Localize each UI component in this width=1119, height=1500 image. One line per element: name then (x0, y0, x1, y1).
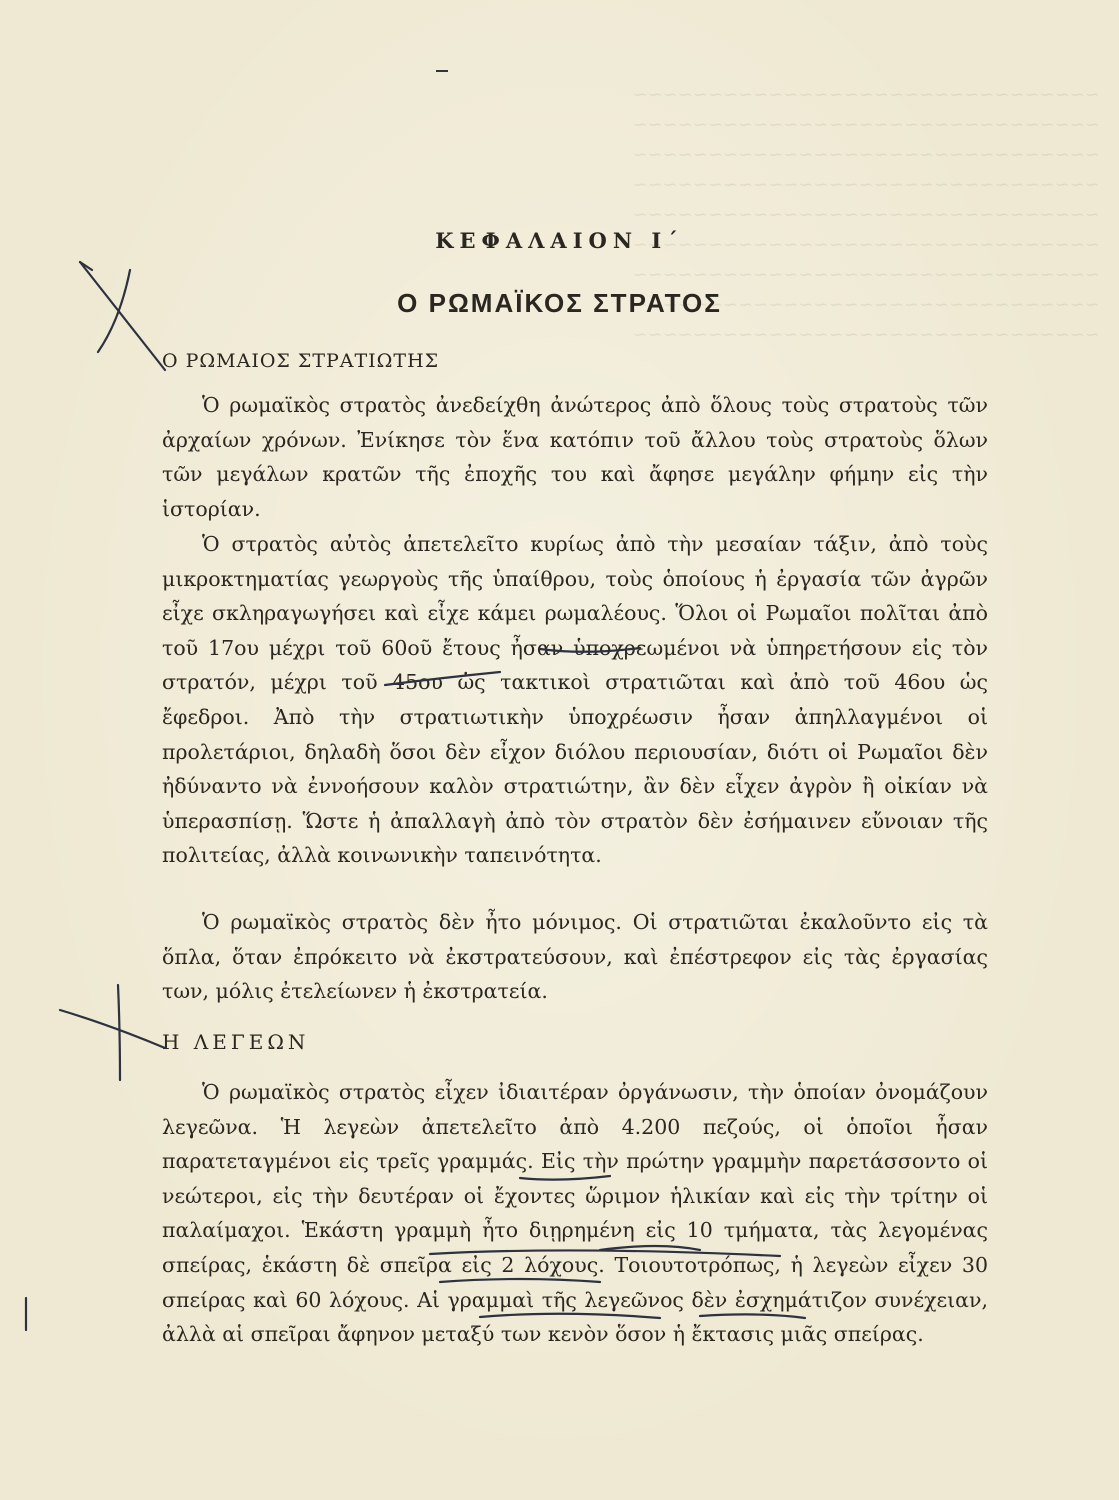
cross-mark-stroke (60, 1010, 165, 1048)
x-mark-stroke (80, 262, 92, 270)
paragraph: Ὁ στρατὸς αὐτὸς ἀπετελεῖτο κυρίως ἀπὸ τὴν μεσαίαν τάξιν, ἀπὸ τοὺς μικροκτηματίας γεωργοὺς τῆς ὑπαίθρου, τοὺς ὁποίους ἡ ἐργασία τῶν ἀγρῶν εἶχε σκληραγωγήσει καὶ εἶχε κάμει ρωμαλέους. Ὅλοι οἱ Ρωμαῖοι πολῖται ἀπὸ τοῦ 17ου μέχρι τοῦ 60οῦ ἔτους ἦσαν ὑποχρεωμένοι νὰ ὑπηρετήσουν εἰς τὸν στρατόν, μέχρι τοῦ 45ου ὡς τακτικοὶ στρατιῶται καὶ ἀπὸ τοῦ 46ου ὡς ἔφεδροι. Ἀπὸ τὴν στρατιωτικὴν ὑποχρέωσιν ἦσαν ἀπηλλαγμένοι οἱ προλετάριοι, δηλαδὴ ὅσοι δὲν εἶχον διόλου περιουσίαν, διότι οἱ Ρωμαῖοι δὲν ἠδύναντο νὰ ἐννοήσουν καλὸν στρατιώτην, ἂν δὲν εἶχεν ἀγρὸν ἢ οἰκίαν νὰ ὑπερασπίσῃ. Ὥστε ἡ ἀπαλλαγὴ ἀπὸ τὸν στρατὸν δὲν ἐσήμαινεν εὔνοιαν τῆς πολιτείας, ἀλλὰ κοινωνικὴν ταπεινότητα. (162, 532, 988, 868)
top-pen-mark (436, 70, 448, 72)
cross-mark-stroke (118, 985, 120, 1080)
paragraph: Ὁ ρωμαϊκὸς στρατὸς εἶχεν ἰδιαιτέραν ὀργάνωσιν, τὴν ὁποίαν ὀνομάζουν λεγεῶνα. Ἡ λεγεὼν ἀπετελεῖτο ἀπὸ 4.200 πεζούς, οἱ ὁποῖοι ἦσαν παρατεταγμένοι εἰς τρεῖς γραμμάς. Εἰς τὴν πρώτην γραμμὴν παρετάσσοντο οἱ νεώτεροι, εἰς τὴν δευτέραν οἱ ἔχοντες ὥριμον ἡλικίαν καὶ εἰς τὴν τρίτην οἱ παλαίμαχοι. Ἑκάστη γραμμὴ ἦτο διῃρημένη εἰς 10 τμήματα, τὰς λεγομένας σπείρας, ἑκάστη δὲ σπεῖρα εἰς 2 λόχους. Τοιουτοτρόπως, ἡ λεγεὼν εἶχεν 30 σπείρας καὶ 60 λόχους. Αἱ γραμμαὶ τῆς λεγεῶνος δὲν ἐσχημάτιζον συνέχειαν, ἀλλὰ αἱ σπεῖραι ἄφηνον μεταξύ των κενὸν ὅσον ἡ ἔκτασις μιᾶς σπείρας. (162, 1080, 988, 1347)
chapter-title: Ο ΡΩΜΑΪΚΟΣ ΣΤΡΑΤΟΣ (397, 288, 722, 318)
section-heading-legion: Η ΛΕΓΕΩΝ (162, 1030, 310, 1054)
show-through-text: ~~~~~~~~~~~~~~~~~~~~~~~~~~~~~~~ ~~~~~~~~~~~~~~~~~~~~~~~~~~~~~~~ ~~~~~~~~~~~~~~~~~~~~~~~~~~~~~~~ ~~~~~~~~~~~~~~~~~~~~~~~~~~~~~~~ ~~~~~~~~~~~~~~~~~~~~~~~~~~~~~~~ ~~~~~~~~~~~~~~~~~~~~~~~~~~~~~~~ ~~~~~~~~~~~~~~~~~~~~~~~~~~~~~~~ ~~~~~~~~~~~~~~~~~~~~~~~~~~~~~~~ ~~~~~~~~~~~~~~~~~~~~~~~~~~~~~~~ (632, 84, 1100, 345)
paragraph: Ὁ ρωμαϊκὸς στρατὸς δὲν ἦτο μόνιμος. Οἱ στρατιῶται ἐκαλοῦντο εἰς τὰ ὅπλα, ὅταν ἐπρόκειτο νὰ ἐκστρατεύσουν, καὶ ἐπέστρεφον εἰς τὰς ἐργασίας των, μόλις ἐτελείωνεν ἡ ἐκστρατεία. (162, 910, 988, 1004)
chapter-label: ΚΕΦΑΛΑΙΟΝ Ι΄ (435, 228, 684, 253)
paragraph: Ὁ ρωμαϊκὸς στρατὸς ἀνεδείχθη ἀνώτερος ἀπὸ ὅλους τοὺς στρατοὺς τῶν ἀρχαίων χρόνων. Ἐνίκησε τὸν ἕνα κατόπιν τοῦ ἄλλου τοὺς στρατοὺς ὅλων τῶν μεγάλων κρατῶν τῆς ἐποχῆς του καὶ ἄφησε μεγάλην φήμην εἰς τὴν ἱστορίαν. (162, 393, 988, 521)
section-heading-soldier: Ο ΡΩΜΑΙΟΣ ΣΤΡΑΤΙΩΤΗΣ (162, 350, 440, 372)
